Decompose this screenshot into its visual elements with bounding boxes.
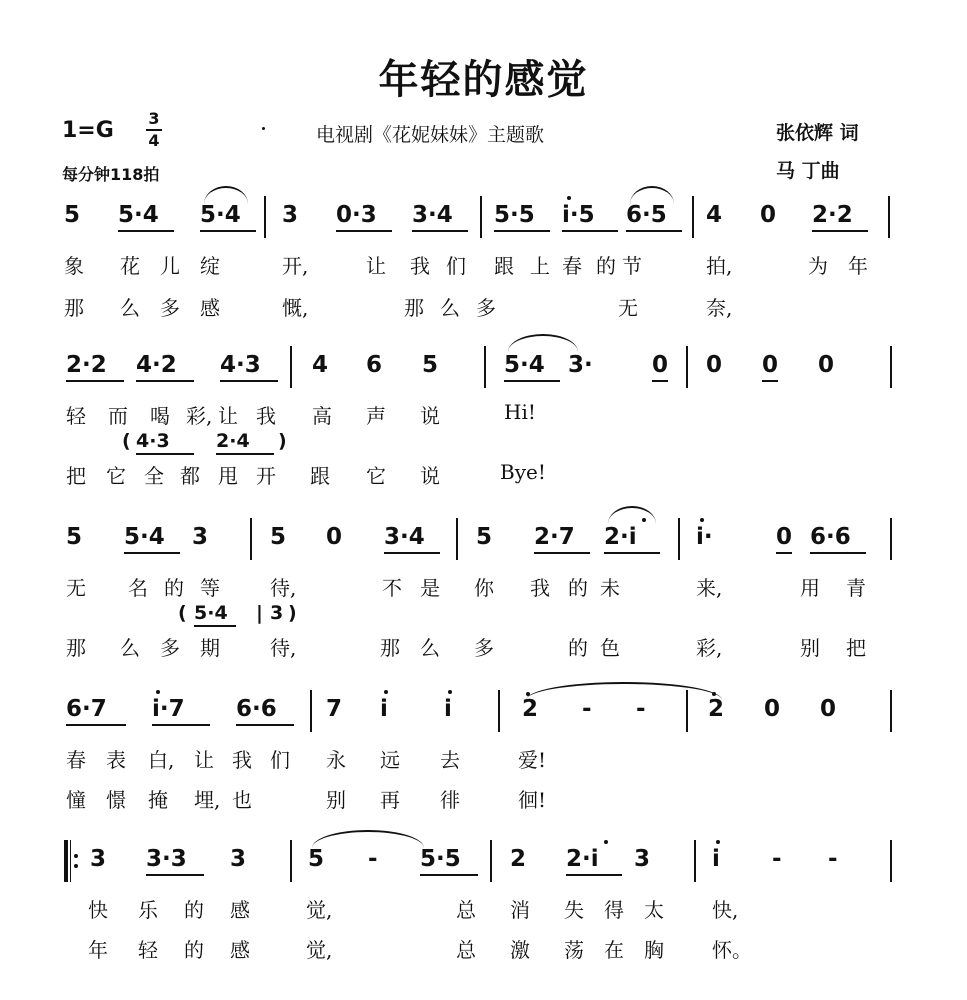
lyric-syllable: 么 bbox=[440, 296, 460, 320]
note: 0 bbox=[760, 202, 777, 228]
lyric-syllable: 青 bbox=[846, 576, 866, 600]
lyric-syllable: 再 bbox=[380, 788, 400, 812]
lyric-syllable: 春 bbox=[562, 254, 582, 278]
lyric-syllable: 掩 bbox=[148, 788, 168, 812]
beat-underline bbox=[412, 230, 468, 232]
barline bbox=[678, 518, 680, 560]
decorative-dot bbox=[262, 127, 265, 130]
lyric-syllable: 我 bbox=[256, 404, 276, 428]
composer-credit: 马 丁曲 bbox=[776, 160, 840, 182]
beat-underline bbox=[118, 230, 174, 232]
high-octave-dot bbox=[716, 840, 720, 844]
note: 3 bbox=[282, 202, 299, 228]
barline bbox=[890, 346, 892, 388]
note: i bbox=[380, 696, 388, 722]
note: - bbox=[828, 846, 838, 872]
lyric-syllable: 消 bbox=[510, 898, 530, 922]
lyric-line-2 bbox=[0, 632, 967, 660]
beat-underline bbox=[236, 724, 294, 726]
note: 2 bbox=[510, 846, 527, 872]
lyric-syllable: 无 bbox=[66, 576, 86, 600]
lyric-syllable: 年 bbox=[848, 254, 868, 278]
lyric-syllable: 那 bbox=[380, 636, 400, 660]
lyric-syllable: 得 bbox=[604, 898, 624, 922]
barline bbox=[480, 196, 482, 238]
note: 3·4 bbox=[412, 202, 453, 228]
beat-underline bbox=[652, 380, 668, 382]
lyric-syllable: 让 bbox=[366, 254, 386, 278]
lyricist-credit: 张依辉 词 bbox=[776, 122, 859, 144]
note: 3 bbox=[192, 524, 209, 550]
lyric-syllable: 觉, bbox=[306, 938, 333, 962]
lyric-syllable: 那 bbox=[64, 296, 84, 320]
lyric-syllable: 憧 bbox=[66, 788, 86, 812]
lyric-syllable: 彩, bbox=[696, 636, 723, 660]
high-octave-dot bbox=[384, 690, 388, 694]
time-signature-bottom: 4 bbox=[148, 131, 160, 150]
beat-underline bbox=[216, 453, 274, 455]
beat-underline bbox=[124, 552, 180, 554]
lyric-line-1 bbox=[0, 250, 967, 278]
lyric-syllable: 别 bbox=[800, 636, 820, 660]
lyric-syllable: 待, bbox=[270, 636, 297, 660]
note: - bbox=[582, 696, 592, 722]
beat-underline bbox=[812, 230, 868, 232]
lyric-syllable: 开 bbox=[256, 464, 276, 488]
note: - bbox=[772, 846, 782, 872]
lyric-syllable: 我 bbox=[530, 576, 550, 600]
repeat-thick-line bbox=[64, 840, 68, 882]
repeat-start-sign bbox=[64, 840, 74, 882]
beat-underline bbox=[136, 453, 194, 455]
beat-underline bbox=[562, 230, 618, 232]
note: - bbox=[368, 846, 378, 872]
lyric-syllable: 不 bbox=[382, 576, 402, 600]
lyric-syllable: 把 bbox=[846, 636, 866, 660]
note: - bbox=[636, 696, 646, 722]
note: 5·5 bbox=[420, 846, 461, 872]
note: 2·i bbox=[604, 524, 637, 550]
tie-arc bbox=[312, 830, 424, 848]
note: 2·7 bbox=[534, 524, 575, 550]
lyric-line-1 bbox=[0, 744, 967, 772]
alt-note: 4·3 bbox=[136, 430, 170, 452]
lyric-syllable: 么 bbox=[120, 296, 140, 320]
barline bbox=[290, 840, 292, 882]
lyric-syllable: 憬 bbox=[106, 788, 126, 812]
slur-arc bbox=[508, 334, 578, 352]
lyric-syllable: 感 bbox=[200, 296, 220, 320]
note: 5 bbox=[270, 524, 287, 550]
beat-underline bbox=[604, 552, 660, 554]
note: 2·2 bbox=[66, 352, 107, 378]
beat-underline bbox=[420, 874, 478, 876]
lyric-syllable: 总 bbox=[456, 898, 476, 922]
note: 0 bbox=[818, 352, 835, 378]
note: 7 bbox=[326, 696, 343, 722]
note: 4 bbox=[706, 202, 723, 228]
lyric-syllable: 为 bbox=[808, 254, 828, 278]
lyric-syllable: 么 bbox=[420, 636, 440, 660]
lyric-syllable: 快, bbox=[712, 898, 739, 922]
lyric-syllable: 荡 bbox=[564, 938, 584, 962]
tie-arc bbox=[526, 682, 722, 700]
barline bbox=[498, 690, 500, 732]
beat-underline bbox=[504, 380, 560, 382]
lyric-syllable: 彩, bbox=[186, 404, 213, 428]
repeat-dot bbox=[74, 854, 78, 858]
lyric-line-2 bbox=[0, 292, 967, 320]
note: 3· bbox=[568, 352, 593, 378]
barline bbox=[310, 690, 312, 732]
lyric-syllable: 去 bbox=[440, 748, 460, 772]
note: 5 bbox=[422, 352, 439, 378]
high-octave-dot bbox=[448, 690, 452, 694]
note: 4·3 bbox=[220, 352, 261, 378]
lyric-syllable: 把 bbox=[66, 464, 86, 488]
notes-row bbox=[0, 346, 967, 388]
lyric-syllable: 徊! bbox=[518, 788, 547, 812]
lyric-syllable: 别 bbox=[326, 788, 346, 812]
lyric-line-2 bbox=[0, 784, 967, 812]
note: 0 bbox=[776, 524, 793, 550]
note: 5·4 bbox=[124, 524, 165, 550]
alt-note: 5·4 bbox=[194, 602, 228, 624]
lyric-syllable: 感 bbox=[230, 938, 250, 962]
lyric-syllable: 白, bbox=[148, 748, 175, 772]
lyric-syllable: Bye! bbox=[500, 460, 546, 484]
lyric-syllable: 的 bbox=[568, 636, 588, 660]
note: i·7 bbox=[152, 696, 185, 722]
tempo-marking: 每分钟118拍 bbox=[62, 165, 160, 184]
lyric-syllable: 轻 bbox=[138, 938, 158, 962]
lyric-line-1 bbox=[0, 894, 967, 922]
barline bbox=[686, 346, 688, 388]
note: 2 bbox=[522, 696, 539, 722]
lyric-syllable: 徘 bbox=[440, 788, 460, 812]
lyric-syllable: 远 bbox=[380, 748, 400, 772]
lyric-syllable: 说 bbox=[420, 464, 440, 488]
beat-underline bbox=[566, 874, 622, 876]
note: i·5 bbox=[562, 202, 595, 228]
lyric-syllable: 乐 bbox=[138, 898, 158, 922]
beat-underline bbox=[776, 552, 792, 554]
lyric-syllable: 无 bbox=[618, 296, 638, 320]
lyric-syllable: 它 bbox=[106, 464, 126, 488]
lyric-syllable: 们 bbox=[270, 748, 290, 772]
lyric-line-2 bbox=[0, 460, 967, 488]
lyric-syllable: 怀。 bbox=[712, 938, 752, 962]
barline bbox=[290, 346, 292, 388]
note: 3 bbox=[230, 846, 247, 872]
alt-note: 3 bbox=[270, 602, 284, 624]
note: 6·7 bbox=[66, 696, 107, 722]
alt-notes-close: ) bbox=[278, 430, 287, 452]
lyric-syllable: 永 bbox=[326, 748, 346, 772]
note: i· bbox=[696, 524, 713, 550]
lyric-syllable: 多 bbox=[476, 296, 496, 320]
lyric-syllable: 觉, bbox=[306, 898, 333, 922]
lyric-syllable: 的 bbox=[568, 576, 588, 600]
alt-note: 2·4 bbox=[216, 430, 250, 452]
note: 4·2 bbox=[136, 352, 177, 378]
beat-underline bbox=[762, 380, 778, 382]
note: 6·6 bbox=[810, 524, 851, 550]
note: 0·3 bbox=[336, 202, 377, 228]
beat-underline bbox=[336, 230, 392, 232]
lyric-syllable: 那 bbox=[66, 636, 86, 660]
beat-underline bbox=[146, 874, 204, 876]
slur-arc bbox=[630, 186, 674, 204]
note: 6·5 bbox=[626, 202, 667, 228]
barline bbox=[264, 196, 266, 238]
lyric-syllable: 喝 bbox=[150, 404, 170, 428]
barline bbox=[456, 518, 458, 560]
alt-notes-open: ( bbox=[178, 602, 187, 624]
key-signature: 1=G bbox=[62, 118, 114, 143]
lyric-syllable: 太 bbox=[644, 898, 664, 922]
lyric-line-2 bbox=[0, 934, 967, 962]
note: 3·3 bbox=[146, 846, 187, 872]
lyric-syllable: 总 bbox=[456, 938, 476, 962]
high-octave-dot bbox=[156, 690, 160, 694]
lyric-syllable: 绽 bbox=[200, 254, 220, 278]
song-title: 年轻的感觉 bbox=[378, 57, 589, 103]
lyric-syllable: 名 bbox=[128, 576, 148, 600]
lyric-syllable: 的 bbox=[184, 938, 204, 962]
lyric-syllable: 让 bbox=[218, 404, 238, 428]
lyric-syllable: 是 bbox=[420, 576, 440, 600]
note: 5·4 bbox=[118, 202, 159, 228]
lyric-syllable: 爱! bbox=[518, 748, 547, 772]
note: 2 bbox=[708, 696, 725, 722]
lyric-syllable: 上 bbox=[530, 254, 550, 278]
lyric-line-1 bbox=[0, 572, 967, 600]
lyric-syllable: 们 bbox=[446, 254, 466, 278]
lyric-syllable: 全 bbox=[144, 464, 164, 488]
note: 5 bbox=[66, 524, 83, 550]
beat-underline bbox=[626, 230, 682, 232]
lyric-syllable: 快 bbox=[88, 898, 108, 922]
note: 5 bbox=[64, 202, 81, 228]
alt-notes-open: ( bbox=[122, 430, 131, 452]
high-octave-dot bbox=[567, 196, 571, 200]
high-octave-dot bbox=[700, 518, 704, 522]
time-signature-top: 3 bbox=[148, 109, 160, 128]
lyric-syllable: 用 bbox=[800, 576, 820, 600]
lyric-syllable: 花 bbox=[120, 254, 140, 278]
note: 5·5 bbox=[494, 202, 535, 228]
note: 5 bbox=[476, 524, 493, 550]
beat-underline bbox=[810, 552, 866, 554]
lyric-syllable: 的 bbox=[164, 576, 184, 600]
lyric-syllable: 期 bbox=[200, 636, 220, 660]
note: 5 bbox=[308, 846, 325, 872]
lyric-syllable: 而 bbox=[108, 404, 128, 428]
barline bbox=[694, 840, 696, 882]
repeat-dot bbox=[74, 864, 78, 868]
note: 0 bbox=[764, 696, 781, 722]
note: 5·4 bbox=[504, 352, 545, 378]
lyric-syllable: 开, bbox=[282, 254, 309, 278]
note: 0 bbox=[326, 524, 343, 550]
beat-underline bbox=[66, 724, 126, 726]
lyric-syllable: 色 bbox=[600, 636, 620, 660]
lyric-syllable: 跟 bbox=[494, 254, 514, 278]
note: 2·i bbox=[566, 846, 599, 872]
lyric-syllable: 埋, bbox=[194, 788, 221, 812]
lyric-syllable: 跟 bbox=[310, 464, 330, 488]
lyric-syllable: 多 bbox=[474, 636, 494, 660]
notes-row bbox=[0, 690, 967, 732]
note: 6 bbox=[366, 352, 383, 378]
lyric-syllable: 在 bbox=[604, 938, 624, 962]
lyric-syllable: 我 bbox=[232, 748, 252, 772]
lyric-syllable: 的 bbox=[596, 254, 616, 278]
beat-underline bbox=[66, 380, 124, 382]
beat-underline bbox=[194, 625, 236, 627]
lyric-syllable: 都 bbox=[180, 464, 200, 488]
beat-underline bbox=[494, 230, 550, 232]
song-subtitle: 电视剧《花妮妹妹》主题歌 bbox=[316, 124, 545, 146]
beat-underline bbox=[534, 552, 590, 554]
lyric-syllable: 失 bbox=[564, 898, 584, 922]
note: 2·2 bbox=[812, 202, 853, 228]
notes-row bbox=[0, 196, 967, 238]
barline bbox=[890, 690, 892, 732]
beat-underline bbox=[200, 230, 256, 232]
notes-row bbox=[0, 840, 967, 882]
note: i bbox=[712, 846, 720, 872]
lyric-syllable: 它 bbox=[366, 464, 386, 488]
time-signature bbox=[146, 110, 162, 150]
barline bbox=[890, 840, 892, 882]
high-octave-dot bbox=[604, 840, 608, 844]
beat-underline bbox=[152, 724, 210, 726]
lyric-syllable: 你 bbox=[474, 576, 494, 600]
lyric-syllable: 象 bbox=[64, 254, 84, 278]
alt-notes-close: ) bbox=[288, 602, 297, 624]
lyric-syllable: 高 bbox=[312, 404, 332, 428]
barline bbox=[250, 518, 252, 560]
slur-arc bbox=[608, 506, 656, 524]
lyric-syllable: 节 bbox=[622, 254, 642, 278]
lyric-syllable: 表 bbox=[106, 748, 126, 772]
lyric-syllable: 感 bbox=[230, 898, 250, 922]
lyric-syllable: 么 bbox=[120, 636, 140, 660]
lyric-syllable: 慨, bbox=[282, 296, 309, 320]
lyric-syllable: 拍, bbox=[706, 254, 733, 278]
lyric-syllable: 胸 bbox=[644, 938, 664, 962]
lyric-syllable: 让 bbox=[194, 748, 214, 772]
barline bbox=[484, 346, 486, 388]
note: i bbox=[444, 696, 452, 722]
lyric-syllable: 待, bbox=[270, 576, 297, 600]
note: 0 bbox=[652, 352, 669, 378]
lyric-syllable: 我 bbox=[410, 254, 430, 278]
lyric-syllable: 等 bbox=[200, 576, 220, 600]
barline bbox=[490, 840, 492, 882]
alt-barline: | bbox=[256, 602, 263, 624]
lyric-syllable: Hi! bbox=[504, 400, 536, 424]
note: 3·4 bbox=[384, 524, 425, 550]
barline bbox=[692, 196, 694, 238]
note: 0 bbox=[762, 352, 779, 378]
lyric-syllable: 轻 bbox=[66, 404, 86, 428]
note: 3 bbox=[634, 846, 651, 872]
lyric-syllable: 多 bbox=[160, 636, 180, 660]
note: 0 bbox=[706, 352, 723, 378]
lyric-syllable: 儿 bbox=[160, 254, 180, 278]
slur-arc bbox=[204, 186, 248, 204]
beat-underline bbox=[136, 380, 194, 382]
lyric-syllable: 未 bbox=[600, 576, 620, 600]
lyric-syllable: 那 bbox=[404, 296, 424, 320]
barline bbox=[890, 518, 892, 560]
note: 4 bbox=[312, 352, 329, 378]
notes-row bbox=[0, 518, 967, 560]
lyric-line-1 bbox=[0, 400, 967, 428]
lyric-syllable: 也 bbox=[232, 788, 252, 812]
lyric-syllable: 激 bbox=[510, 938, 530, 962]
note: 6·6 bbox=[236, 696, 277, 722]
lyric-syllable: 的 bbox=[184, 898, 204, 922]
beat-underline bbox=[384, 552, 440, 554]
note: 0 bbox=[820, 696, 837, 722]
note: 3 bbox=[90, 846, 107, 872]
beat-underline bbox=[220, 380, 278, 382]
lyric-syllable: 多 bbox=[160, 296, 180, 320]
lyric-syllable: 来, bbox=[696, 576, 723, 600]
lyric-syllable: 奈, bbox=[706, 296, 733, 320]
lyric-syllable: 春 bbox=[66, 748, 86, 772]
lyric-syllable: 年 bbox=[88, 938, 108, 962]
repeat-thin-line bbox=[70, 840, 71, 882]
lyric-syllable: 说 bbox=[420, 404, 440, 428]
lyric-syllable: 甩 bbox=[218, 464, 238, 488]
note: 5·4 bbox=[200, 202, 241, 228]
barline bbox=[888, 196, 890, 238]
lyric-syllable: 声 bbox=[366, 404, 386, 428]
